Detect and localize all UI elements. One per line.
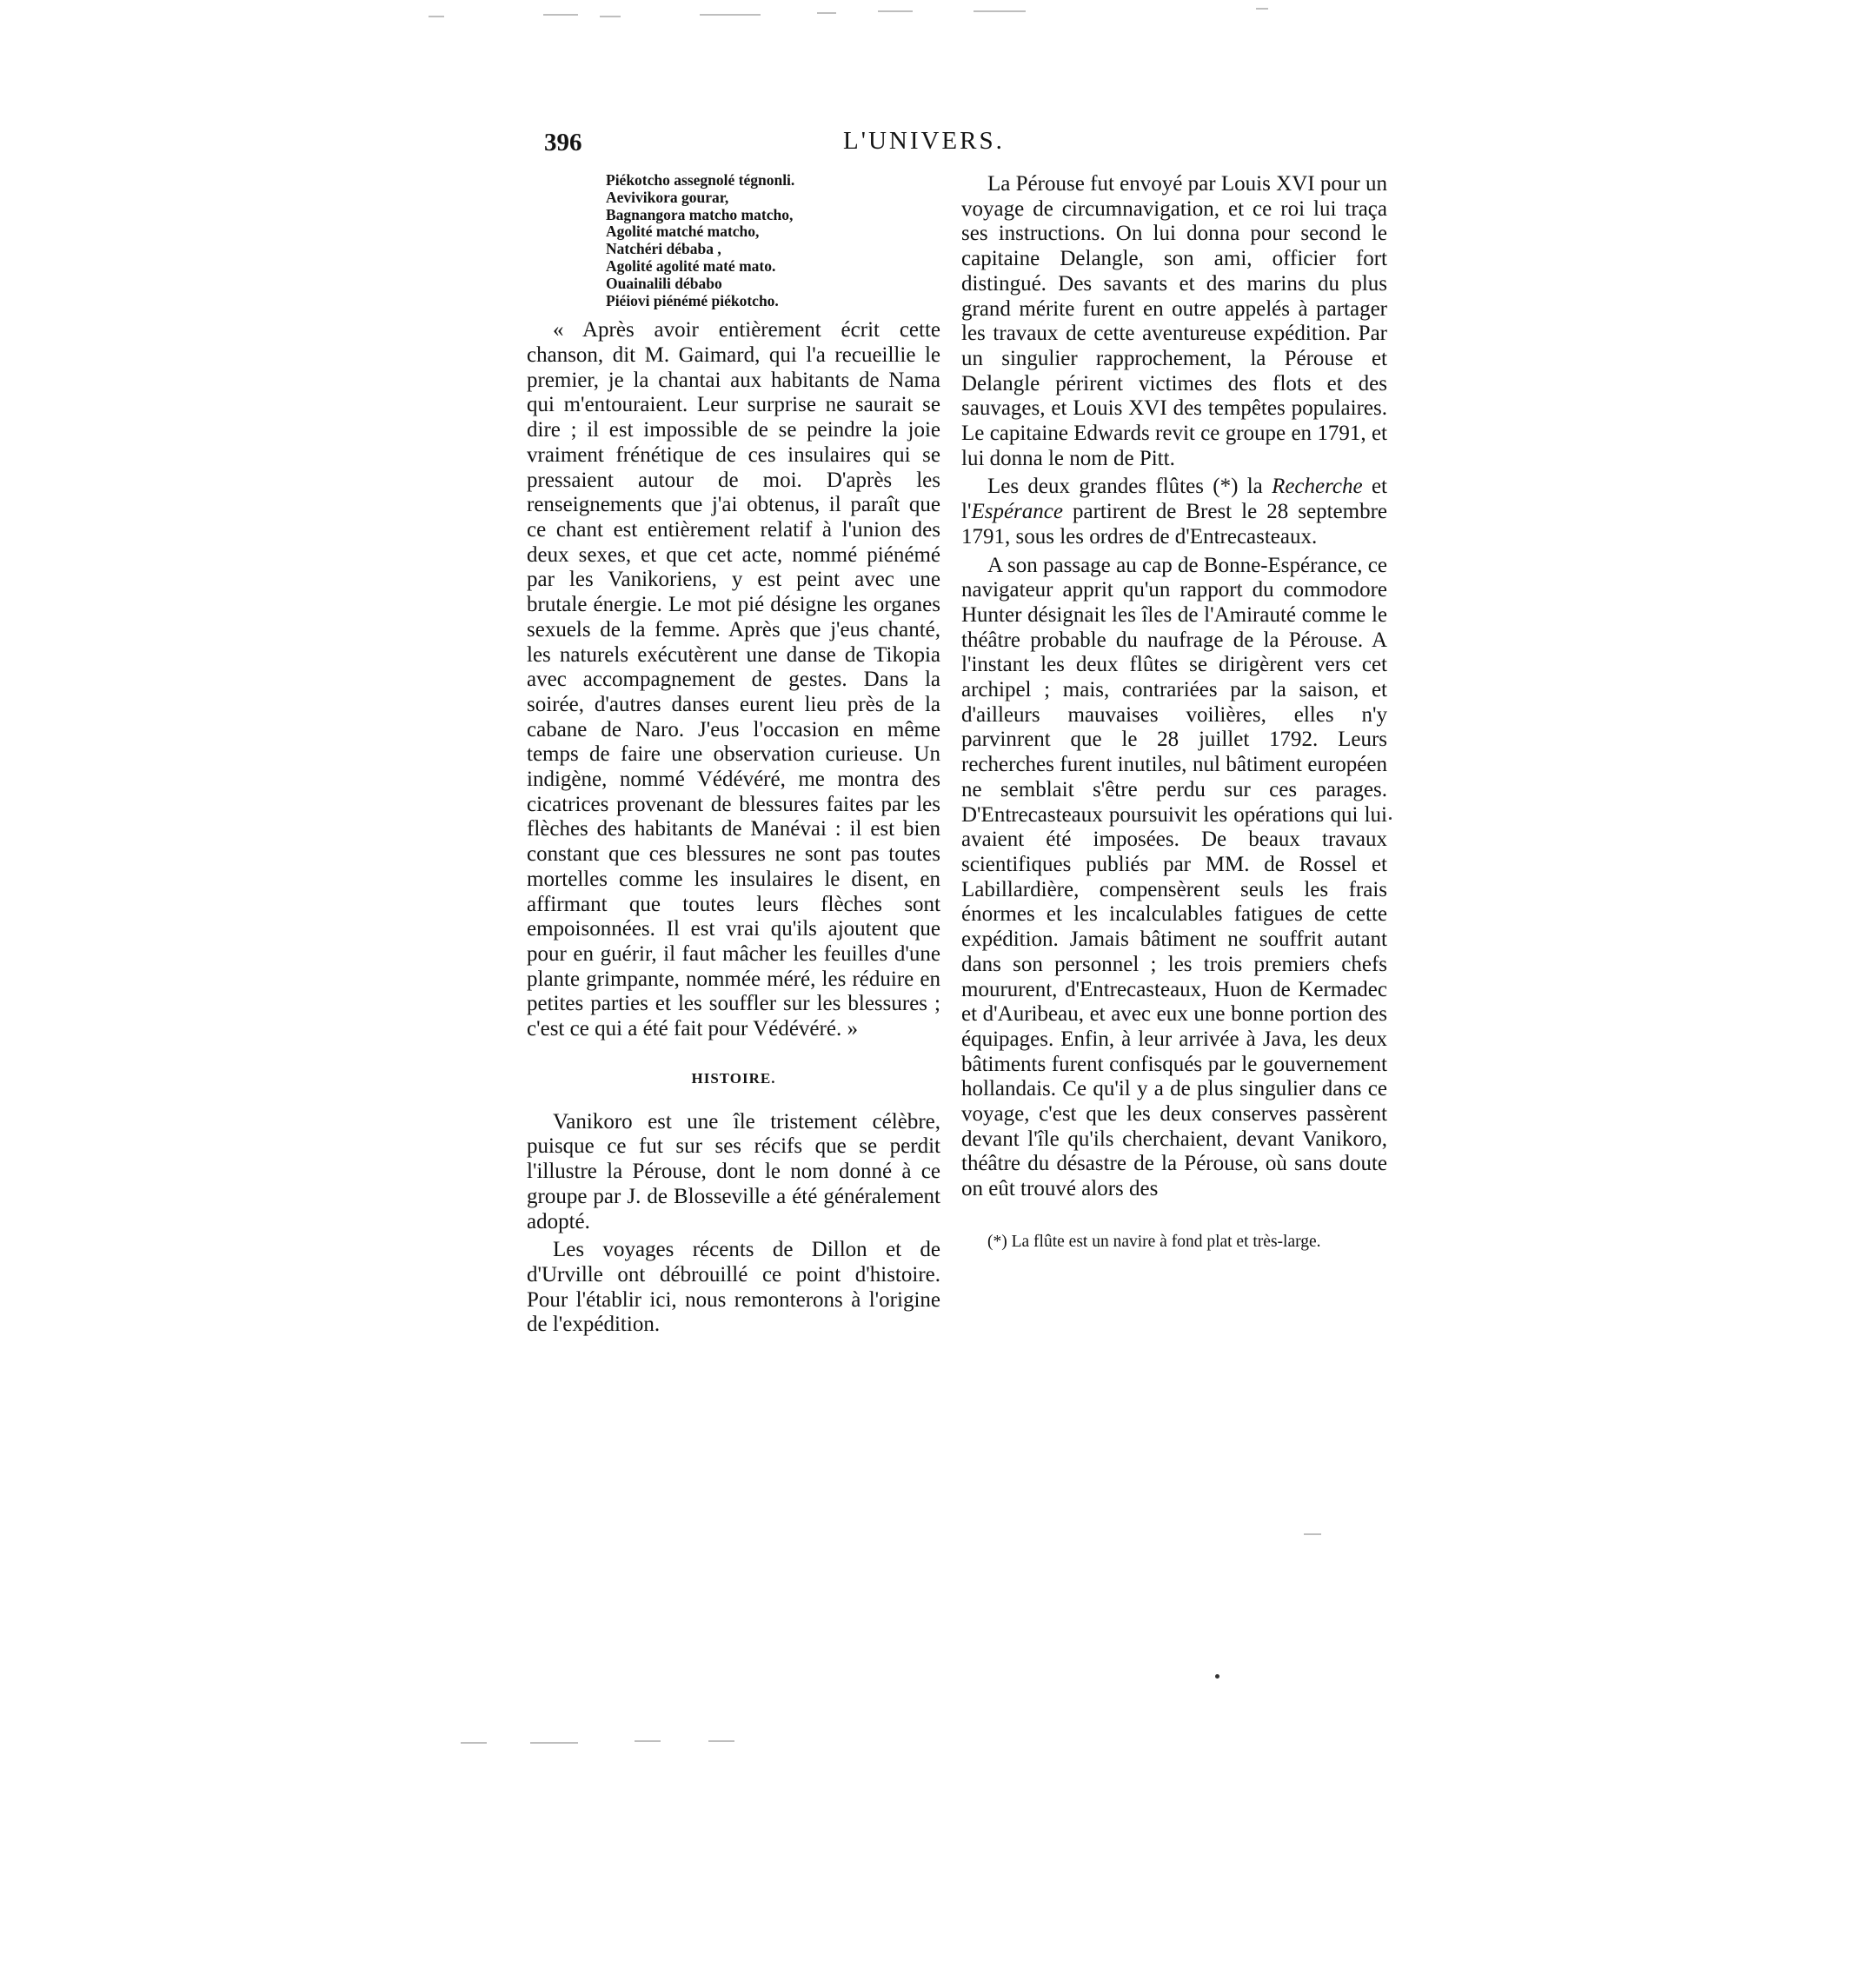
song-line: Aevivikora gourar, — [606, 188, 729, 206]
scan-speck — [817, 12, 836, 14]
scan-speck — [429, 16, 444, 17]
scan-speck — [700, 14, 761, 16]
song-line: Natchéri débaba , — [606, 240, 721, 258]
scan-speck — [1256, 8, 1268, 10]
ship-name: Recherche — [1272, 475, 1363, 499]
ship-name: Espérance — [971, 500, 1063, 524]
scan-speck — [635, 1740, 661, 1742]
running-title: L'UNIVERS. — [843, 127, 1005, 155]
text-run: et l' — [961, 475, 1387, 524]
song-line: Bagnangora matcho matcho, — [606, 205, 794, 223]
section-heading: HISTOIRE. — [691, 1069, 776, 1087]
scan-speck — [1304, 1533, 1321, 1535]
song-verse — [606, 172, 940, 309]
scan-speck — [974, 10, 1026, 12]
history-paragraph: Vanikoro est une île tristement célèbre, puisque ce fut sur ses récifs que se perdit l'illustre la Pérouse, dont le nom donné à ce groupe par J. de Blosseville a été généralement adopté. — [527, 1109, 940, 1233]
footnote: (*) La flûte est un navire à fond plat et très-large. — [987, 1232, 1321, 1251]
song-line: Piékotcho assegnolé tégnonli. — [606, 171, 795, 189]
left-column — [527, 172, 940, 1338]
scan-speck — [543, 14, 578, 16]
song-line: Agolité matché matcho, — [606, 223, 760, 241]
scan-speck — [530, 1742, 578, 1744]
history-paragraph: Les voyages récents de Dillon et de d'Urville ont débrouillé ce point d'histoire. Pour l'établir ici, nous remonterons à l'origine de l'expédition. — [527, 1238, 940, 1337]
body-paragraph: La Pérouse fut envoyé par Louis XVI pour un voyage de circumnavigation, et ce roi lui traça ses instructions. On lui donna pour second le capitaine Delangle, son ami, officier fort distingué. Des savants et des marins du plus grand mérite furent en outre appelés à partager les travaux de cette aventureuse expédition. Par un singulier rapprochement, la Pérouse et Delangle périrent victimes des flots et des sauvages, et Louis XVI des tempêtes populaires. Le capitaine Edwards revit ce groupe en 1791, et lui donna le nom de Pitt. — [961, 172, 1387, 470]
scan-dot — [1215, 1674, 1219, 1679]
body-paragraph — [961, 475, 1387, 549]
page-number: 396 — [544, 129, 582, 156]
scan-speck — [600, 16, 621, 17]
scan-dot — [1389, 817, 1392, 820]
scan-speck — [708, 1740, 734, 1742]
scan-speck — [878, 10, 913, 12]
scan-speck — [461, 1742, 487, 1744]
song-line: Ouainalili débabo — [606, 274, 722, 292]
right-column — [961, 172, 1387, 1253]
text-run: Les deux grandes flûtes (*) la — [987, 475, 1273, 499]
song-line: Agolité agolité maté mato. — [606, 256, 776, 275]
quote-paragraph: « Après avoir entièrement écrit cette chanson, dit M. Gaimard, qui l'a recueillie le premier, je la chantai aux habitants de Nama qui m'entouraient. Leur surprise ne saurait se dire ; il est impossible de se peindre la joie vraiment frénétique de ces insulaires qui se pressaient autour de moi. D'après les renseignements que j'ai obtenus, il paraît que ce chant est entièrement relatif à l'union des deux sexes, et que cet acte, nommé piénémé par les Vanikoriens, y est peint avec une brutale énergie. Le mot pié désigne les organes sexuels de la femme. Après que j'eus chanté, les naturels exécutèrent une danse de Tikopia avec accompagnement de gestes. Dans la soirée, d'autres danses eurent lieu près de la cabane de Naro. J'eus l'occasion en même temps de faire une observation curieuse. Un indigène, nommé Védévéré, me montra des cicatrices provenant de blessures faites par les flèches des habitants de Manévai : il est bien constant que ces blessures ne sont pas toutes mortelles comme les insulaires le disent, en affirmant que toutes leurs flèches sont empoisonnées. Il est vrai qu'ils ajoutent que pour en guérir, il faut mâcher les feuilles d'une plante grimpante, nommée méré, les réduire en petites parties et les souffler sur les blessures ; c'est ce qui a été fait pour Védévéré. » — [527, 318, 940, 1041]
text-run: partirent de Brest le 28 septembre 1791, sous les ordres de d'Entrecasteaux. — [961, 500, 1387, 549]
song-line: Piéiovi piénémé piékotcho. — [606, 291, 779, 309]
body-paragraph: A son passage au cap de Bonne-Espérance, ce navigateur apprit qu'un rapport du commodore Hunter désignait les îles de l'Amirauté comme le théâtre probable du naufrage de la Pérouse. A l'instant les deux flûtes se dirigèrent vers cet archipel ; mais, contrariées par la saison, et d'ailleurs mauvaises voilières, elles n'y parvinrent que le 28 juillet 1792. Leurs recherches furent inutiles, nul bâtiment européen ne semblait s'être perdu sur ces parages. D'Entrecasteaux poursuivit les opérations qui lui avaient été imposées. De beaux travaux scientifiques publiés par MM. de Rossel et Labillardière, compensèrent seuls les frais énormes et les incalculables fatigues de cette expédition. Jamais bâtiment ne souffrit autant dans son personnel ; les trois premiers chefs moururent, d'Entrecasteaux, Huon de Kermadec et d'Auribeau, et avec eux une bonne portion des équipages. Enfin, à leur arrivée à Java, les deux bâtiments furent confisqués par le gouvernement hollandais. Ce qu'il y a de plus singulier dans ce voyage, c'est que les deux conserves passèrent devant l'île qu'ils cherchaient, devant Vanikoro, théâtre du désastre de la Pérouse, où sans doute on eût trouvé alors des — [961, 553, 1387, 1201]
